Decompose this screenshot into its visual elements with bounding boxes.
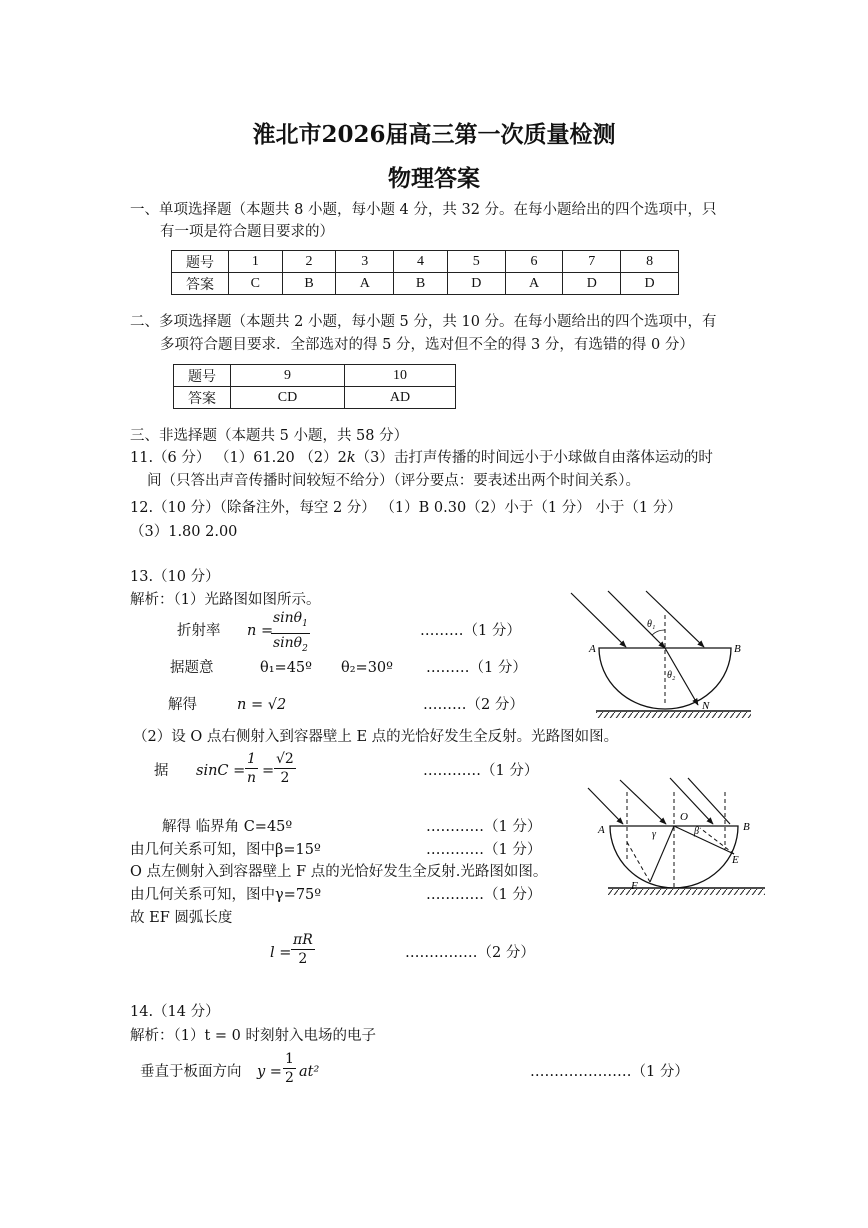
q13-part2-line: （2）设 O 点右侧射入到容器壁上 E 点的光恰好发生全反射。光路图如图。 (133, 729, 619, 745)
table-cell: 6 (505, 251, 563, 273)
q13-analysis: 解析：（1）光路图如图所示。 (130, 592, 321, 608)
table-cell: B (282, 273, 336, 295)
sin-ratio-fraction (271, 609, 310, 658)
one-over-n-fraction (245, 750, 258, 787)
score-q14-1: …………………（1 分） (530, 1064, 689, 1080)
score-q13-7: …………（1 分） (426, 887, 542, 903)
incident-ray-3 (670, 778, 713, 824)
sin-theta1: sinθ (273, 610, 303, 626)
l-lhs: l = (270, 945, 292, 961)
denominator (271, 634, 310, 658)
table-cell: AD (345, 387, 456, 409)
q13-head: 13.（10 分） (130, 569, 220, 585)
reflected-dashed-F (627, 842, 650, 882)
table-row-questions (174, 365, 456, 387)
sub-2: 2 (302, 643, 308, 654)
label-O: O (680, 811, 688, 823)
page-title: 淮北市2026届高三第一次质量检测 (252, 121, 616, 148)
q11-k: k (346, 450, 356, 466)
beta-line: 由几何关系可知，图中β=15º (130, 842, 321, 858)
table-cell: 3 (336, 251, 394, 273)
table-row-questions (172, 251, 679, 273)
score-q13-8: ……………（2 分） (405, 945, 535, 961)
label-B: B (743, 821, 750, 833)
ju-label: 据 (154, 763, 169, 779)
fraction (245, 750, 258, 787)
sinC-lhs: sinC = (196, 763, 246, 779)
fraction (271, 609, 310, 658)
table-cell: A (505, 273, 563, 295)
o-left-line: O 点左侧射入到容器壁上 F 点的光恰好发生全反射.光路图如图。 (130, 864, 548, 880)
table-cell: 4 (394, 251, 448, 273)
theta1-arc (652, 630, 665, 635)
table-cell: 10 (345, 365, 456, 387)
score-q13-2: ………（1 分） (426, 660, 527, 676)
q11-text-b: （3）击打声传播的时间远小于小球做自由落体运动的时 (355, 450, 713, 466)
table-cell: 2 (282, 251, 336, 273)
table-cell: CD (231, 387, 345, 409)
single-choice-answer-table (171, 250, 679, 295)
multi-choice-answer-table (173, 364, 456, 409)
q11-text-a: 11.（6 分） （1）61.20 （2）2 (130, 450, 347, 466)
numerator: πR (293, 932, 313, 948)
q12-line1: 12.（10 分）（除备注外，每空 2 分） （1）B 0.30（2）小于（1 分） 小于（1 分） (130, 500, 682, 516)
y-lhs: y = (257, 1064, 282, 1080)
sqrt2-over-2-fraction (274, 750, 296, 787)
light-path-figure-2 (570, 770, 770, 900)
at-squared: at² (299, 1064, 320, 1080)
gamma-line: 由几何关系可知，图中γ=75º (130, 887, 322, 903)
table-cell: 7 (563, 251, 621, 273)
label-A: A (589, 643, 596, 655)
table-cell: D (621, 273, 679, 295)
label-F: F (631, 880, 638, 892)
table-row-answers (172, 273, 679, 295)
score-q13-3: ………（2 分） (423, 697, 524, 713)
light-path-figure-1 (566, 585, 756, 725)
label-B: B (734, 643, 741, 655)
q12-line2: （3）1.80 2.00 (130, 524, 238, 540)
numerator: 1 (247, 751, 256, 767)
denominator: 2 (280, 770, 290, 786)
denominator: 2 (285, 1070, 294, 1086)
section2-heading-line2: 多项符合题目要求．全部选对的得 5 分，选对但不全的得 3 分，有选错的得 0 分） (160, 337, 694, 353)
q14-head: 14.（14 分） (130, 1004, 220, 1020)
numerator: √2 (276, 751, 294, 767)
section1-heading-line2: 有一项是符合题目要求的） (160, 224, 334, 240)
row-label-answers: 答案 (172, 273, 229, 295)
row-label-answers: 答案 (174, 387, 231, 409)
label-beta: β (694, 826, 699, 837)
critical-angle-line: 解得 临界角 C=45º (162, 819, 293, 835)
table-cell: A (336, 273, 394, 295)
sub-1: 1 (302, 618, 308, 629)
q11-line1 (130, 447, 713, 469)
table-row-answers (174, 387, 456, 409)
fraction (291, 931, 315, 968)
label-A: A (598, 824, 605, 836)
score-q13-5: …………（1 分） (426, 819, 542, 835)
denominator: n (247, 770, 257, 786)
score-q13-1: ………（1 分） (420, 623, 521, 639)
row-label-questions: 题号 (174, 365, 231, 387)
incident-ray-1 (588, 788, 623, 824)
incident-ray-center (608, 591, 665, 648)
table-cell: 8 (621, 251, 679, 273)
n-equals: n = (247, 623, 274, 639)
sin-theta2: sinθ (273, 634, 303, 651)
table-cell: C (229, 273, 283, 295)
denominator: 2 (298, 951, 308, 967)
theta2-value: θ₂=30º (341, 660, 393, 676)
incident-ray-4 (688, 778, 730, 824)
table-cell: 5 (447, 251, 505, 273)
numerator: 1 (285, 1051, 294, 1067)
n-result: n = √2 (237, 697, 287, 713)
section3-heading: 三、非选择题（本题共 5 小题，共 58 分） (130, 428, 409, 444)
q11-line2: 间（只答出声音传播时间较短不给分）（评分要点：要表述出两个时间关系）。 (147, 473, 640, 489)
label-gamma: γ (652, 829, 656, 840)
score-q13-4: …………（1 分） (423, 763, 539, 779)
refraction-label: 折射率 (177, 623, 221, 639)
q14-analysis: 解析：（1）t = 0 时刻射入电场的电子 (130, 1028, 377, 1044)
given-label: 据题意 (170, 660, 214, 676)
ground-hatch (596, 712, 751, 718)
table-cell: D (563, 273, 621, 295)
fraction (274, 750, 296, 787)
table-cell: 1 (229, 251, 283, 273)
numerator (271, 609, 310, 634)
theta1-value: θ₁=45º (260, 660, 312, 676)
label-E: E (732, 854, 739, 866)
label-theta1: θ₁ (647, 619, 656, 630)
solve-label: 解得 (168, 697, 197, 713)
page-subtitle: 物理答案 (388, 165, 480, 192)
table-cell: 9 (231, 365, 345, 387)
piR-over-2-fraction (291, 931, 315, 968)
table-cell: B (394, 273, 448, 295)
section2-heading-line1: 二、多项选择题（本题共 2 小题，每小题 5 分，共 10 分。在每小题给出的四个选项中，有 (130, 314, 717, 330)
label-N: N (702, 700, 710, 712)
label-theta2: θ₂ (667, 670, 676, 681)
perp-direction-label: 垂直于板面方向 (140, 1064, 242, 1080)
ef-arc-line: 故 EF 圆弧长度 (130, 910, 233, 926)
table-cell: D (447, 273, 505, 295)
fraction (283, 1050, 296, 1087)
section1-heading-line1: 一、单项选择题（本题共 8 小题，每小题 4 分，共 32 分。在每小题给出的四个选项中，只 (130, 202, 717, 218)
score-q13-6: …………（1 分） (426, 842, 542, 858)
equals-sign: = (262, 763, 275, 779)
row-label-questions: 题号 (172, 251, 229, 273)
half-fraction (283, 1050, 296, 1087)
